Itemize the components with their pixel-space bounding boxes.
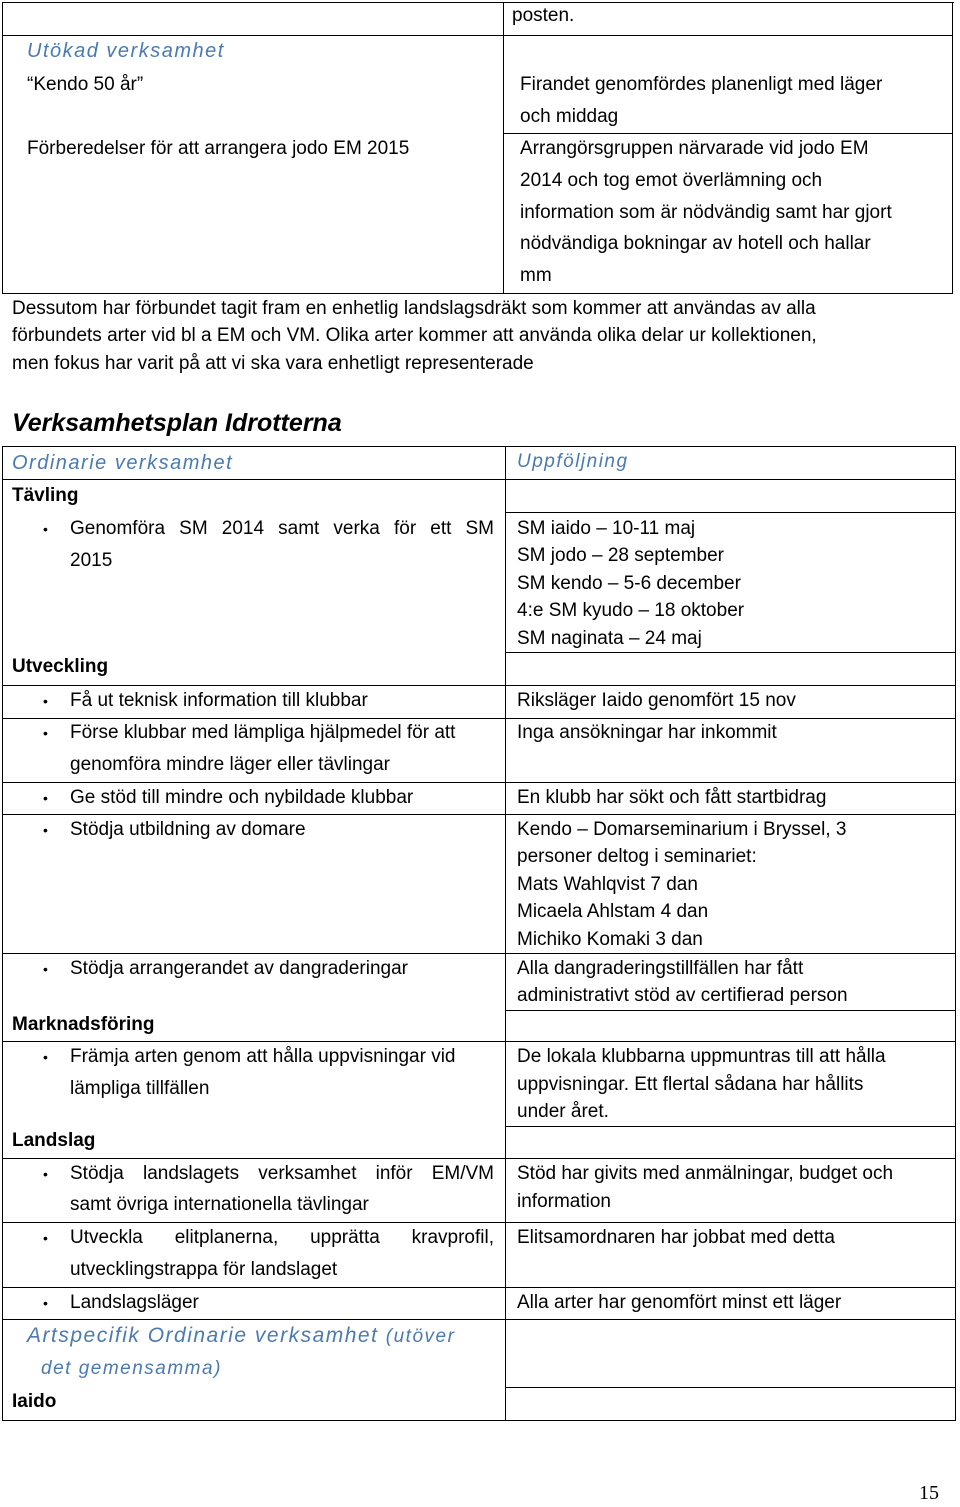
rule (952, 2, 953, 294)
bullet-icon: • (43, 693, 48, 709)
rule (2, 2, 954, 3)
followup-line: mm (520, 265, 552, 286)
rule (2, 1287, 956, 1288)
column-header-uppfoljning: Uppföljning (517, 451, 629, 472)
followup-line: under året. (517, 1101, 609, 1122)
group-title-marknadsforing: Marknadsföring (12, 1014, 155, 1035)
artspecifik-note: (utöver (385, 1326, 456, 1347)
list-item: Förse klubbar med lämpliga hjälpmedel för att (70, 722, 456, 743)
followup-line: nödvändiga bokningar av hotell och hallar (520, 233, 871, 254)
rule (2, 953, 956, 954)
paragraph-line: Dessutom har förbundet tagit fram en enhetlig landslagsdräkt som kommer att användas av alla (12, 298, 816, 319)
row-label: “Kendo 50 år” (27, 74, 144, 95)
list-item: samt övriga internationella tävlingar (70, 1194, 369, 1215)
rule (505, 446, 506, 1421)
rule (2, 782, 956, 783)
list-item: Stödja landslagets verksamhet inför EM/VM (70, 1163, 494, 1184)
followup-line: De lokala klubbarna uppmuntras till att hålla (517, 1046, 886, 1067)
group-title-utveckling: Utveckling (12, 656, 109, 677)
list-item: genomföra mindre läger eller tävlingar (70, 754, 390, 775)
rule (955, 446, 956, 1421)
rule (2, 1041, 956, 1042)
followup-line: Mats Wahlqvist 7 dan (517, 874, 698, 895)
followup-line: Michiko Komaki 3 dan (517, 929, 703, 950)
page-title: Verksamhetsplan Idrotterna (12, 409, 342, 437)
followup-line: Arrangörsgruppen närvarade vid jodo EM (520, 138, 869, 159)
bullet-icon: • (43, 521, 48, 537)
paragraph-line: förbundets arter vid bl a EM och VM. Olika arter kommer att använda olika delar ur kollektionen, (12, 325, 817, 346)
section-title-artspecifik (27, 1322, 455, 1351)
rule (503, 133, 953, 134)
followup-line: SM jodo – 28 september (517, 545, 725, 566)
rule (2, 1222, 956, 1223)
followup-line: En klubb har sökt och fått startbidrag (517, 787, 827, 808)
followup-line: 4:e SM kyudo – 18 oktober (517, 600, 745, 621)
bullet-icon: • (43, 790, 48, 806)
rule (2, 685, 956, 686)
list-item: Stödja arrangerandet av dangraderingar (70, 958, 409, 979)
followup-line: Elitsamordnaren har jobbat med detta (517, 1227, 835, 1248)
rule (2, 293, 953, 294)
bullet-icon: • (43, 1230, 48, 1246)
section-title: Utökad verksamhet (27, 40, 225, 62)
followup-line: SM iaido – 10-11 maj (517, 518, 696, 539)
followup-line: Alla arter har genomfört minst ett läger (517, 1292, 842, 1313)
bullet-icon: • (43, 725, 48, 741)
rule (505, 1126, 956, 1127)
bullet-icon: • (43, 822, 48, 838)
list-item: Utveckla elitplanerna, upprätta kravprofil, (70, 1227, 494, 1248)
rule (2, 1319, 956, 1320)
continued-text: posten. (512, 5, 575, 26)
rule (505, 1010, 956, 1011)
list-item: Genomföra SM 2014 samt verka för ett SM (70, 518, 494, 539)
bullet-icon: • (43, 1049, 48, 1065)
rule (2, 814, 956, 815)
rule (2, 2, 3, 294)
followup-line: Kendo – Domarseminarium i Bryssel, 3 (517, 819, 847, 840)
paragraph-line: men fokus har varit på att vi ska vara enhetligt representerade (12, 353, 534, 374)
rule (505, 1387, 956, 1388)
followup-line: 2014 och tog emot överlämning och (520, 170, 823, 191)
followup-line: SM naginata – 24 maj (517, 628, 702, 649)
list-item: utvecklingstrappa för landslaget (70, 1259, 338, 1280)
group-title-landslag: Landslag (12, 1130, 96, 1151)
rule (2, 35, 953, 36)
followup-line: uppvisningar. Ett flertal sådana har hållits (517, 1074, 864, 1095)
rule (2, 446, 956, 447)
list-item: lämpliga tillfällen (70, 1078, 210, 1099)
artspecifik-title: Artspecifik Ordinarie verksamhet (27, 1324, 379, 1347)
row-label: Förberedelser för att arrangera jodo EM 2015 (27, 138, 410, 159)
bullet-icon: • (43, 961, 48, 977)
list-item: Landslagsläger (70, 1292, 199, 1313)
list-item: Ge stöd till mindre och nybildade klubbar (70, 787, 414, 808)
rule (2, 1158, 956, 1159)
followup-line: Firandet genomfördes planenligt med läger (520, 74, 883, 95)
bullet-icon: • (43, 1295, 48, 1311)
followup-line: Micaela Ahlstam 4 dan (517, 901, 709, 922)
column-header-ordinarie: Ordinarie verksamhet (12, 452, 234, 474)
followup-line: administrativt stöd av certifierad person (517, 985, 848, 1006)
rule (505, 512, 956, 513)
followup-line: Stöd har givits med anmälningar, budget och (517, 1163, 894, 1184)
list-item: Få ut teknisk information till klubbar (70, 690, 368, 711)
subgroup-title-iaido: Iaido (12, 1391, 57, 1412)
followup-line: och middag (520, 106, 619, 127)
bullet-icon: • (43, 1166, 48, 1182)
list-item: 2015 (70, 550, 113, 571)
followup-line: Riksläger Iaido genomfört 15 nov (517, 690, 796, 711)
group-title-tavling: Tävling (12, 485, 79, 506)
followup-line: information som är nödvändig samt har gjort (520, 202, 892, 223)
followup-line: information (517, 1191, 611, 1212)
rule (2, 1420, 956, 1421)
artspecifik-note-cont: det gemensamma) (41, 1358, 222, 1379)
followup-line: personer deltog i seminariet: (517, 846, 757, 867)
followup-line: Inga ansökningar har inkommit (517, 722, 777, 743)
list-item: Främja arten genom att hålla uppvisningar vid (70, 1046, 456, 1067)
followup-line: SM kendo – 5-6 december (517, 573, 741, 594)
page-number: 15 (919, 1482, 939, 1504)
rule (2, 446, 3, 1421)
list-item: Stödja utbildning av domare (70, 819, 306, 840)
rule (2, 479, 956, 480)
rule (503, 2, 504, 294)
followup-line: Alla dangraderingstillfällen har fått (517, 958, 804, 979)
